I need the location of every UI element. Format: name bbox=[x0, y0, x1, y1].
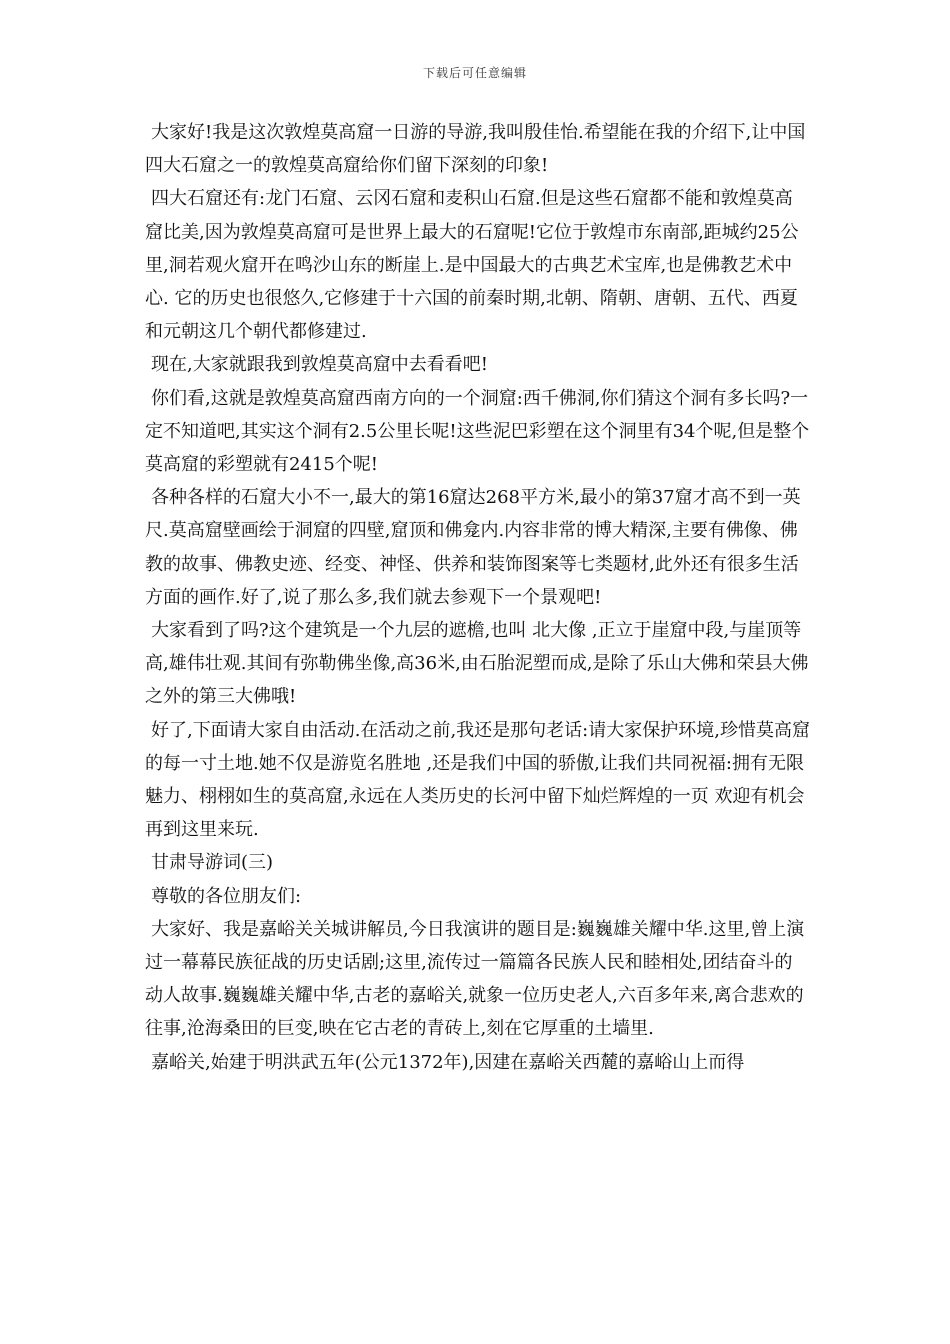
paragraph-free-activity: 好了,下面请大家自由活动.在活动之前,我还是那句老话:请大家保护环境,珍惜莫高窟的每一寸土地.她不仅是游览名胜地 ,还是我们中国的骄傲,让我们共同祝福:拥有无限魅力、栩栩如生的莫高窟,永远在人类历史的长河中留下灿烂辉煌的一页 欢迎有机会再到这里来玩. bbox=[145, 719, 810, 841]
section-heading: 甘肃导游词(三) bbox=[151, 852, 274, 874]
paragraph-greeting: 大家好!我是这次敦煌莫高窟一日游的导游,我叫殷佳怡.希望能在我的介绍下,让中国四大石窟之一的敦煌莫高窟给你们留下深刻的印象! bbox=[145, 122, 806, 177]
paragraph-follow-me: 现在,大家就跟我到敦煌莫高窟中去看看吧! bbox=[151, 354, 488, 376]
paragraph-jiayuguan-intro: 大家好、我是嘉峪关关城讲解员,今日我演讲的题目是:巍巍雄关耀中华.这里,曾上演过一幕幕民族征战的历史话剧;这里,流传过一篇篇各民族人民和睦相处,团结奋斗的动人故事.巍巍雄关耀中华,古老的嘉峪关,就象一位历史老人,六百多年来,离合悲欢的往事,沧海桑田的巨变,映在它古老的青砖上,刻在它厚重的土墙里. bbox=[145, 918, 805, 1040]
paragraph-salutation: 尊敬的各位朋友们: bbox=[151, 885, 302, 907]
paragraph-four-grottoes: 四大石窟还有:龙门石窟、云冈石窟和麦积山石窟.但是这些石窟都不能和敦煌莫高窟比美,因为敦煌莫高窟可是世界上最大的石窟呢!它位于敦煌市东南部,距城约25公里,洞若观火窟开在鸣沙山东的断崖上.是中国最大的古典艺术宝库,也是佛教艺术中心. 它的历史也很悠久,它修建于十六国的前秦时期,北朝、隋朝、唐朝、五代、西夏和元朝这几个朝代都修建过. bbox=[145, 188, 799, 343]
document-body bbox=[145, 116, 810, 1079]
paragraph-xiqian-cave: 你们看,这就是敦煌莫高窟西南方向的一个洞窟:西千佛洞,你们猜这个洞有多长吗?一定不知道吧,其实这个洞有2.5公里长呢!这些泥巴彩塑在这个洞里有34个呢,但是整个莫高窟的彩塑就有2415个呢! bbox=[145, 387, 810, 476]
page-header: 下载后可任意编辑 bbox=[422, 66, 527, 80]
paragraph-cave-sizes: 各种各样的石窟大小不一,最大的第16窟达268平方米,最小的第37窟才高不到一英尺.莫高窟壁画绘于洞窟的四壁,窟顶和佛龛内.内容非常的博大精深,主要有佛像、佛教的故事、佛教史迹、经变、神怪、供养和装饰图案等七类题材,此外还有很多生活方面的画作.好了,说了那么多,我们就去参观下一个景观吧! bbox=[145, 487, 801, 608]
paragraph-jiayuguan-history: 嘉峪关,始建于明洪武五年(公元1372年),因建在嘉峪关西麓的嘉峪山上而得 bbox=[151, 1051, 745, 1073]
paragraph-big-buddha: 大家看到了吗?这个建筑是一个九层的遮檐,也叫 北大像 ,正立于崖窟中段,与崖顶等高,雄伟壮观.其间有弥勒佛坐像,高36米,由石胎泥塑而成,是除了乐山大佛和荣县大佛之外的第三大佛哦! bbox=[145, 620, 809, 708]
